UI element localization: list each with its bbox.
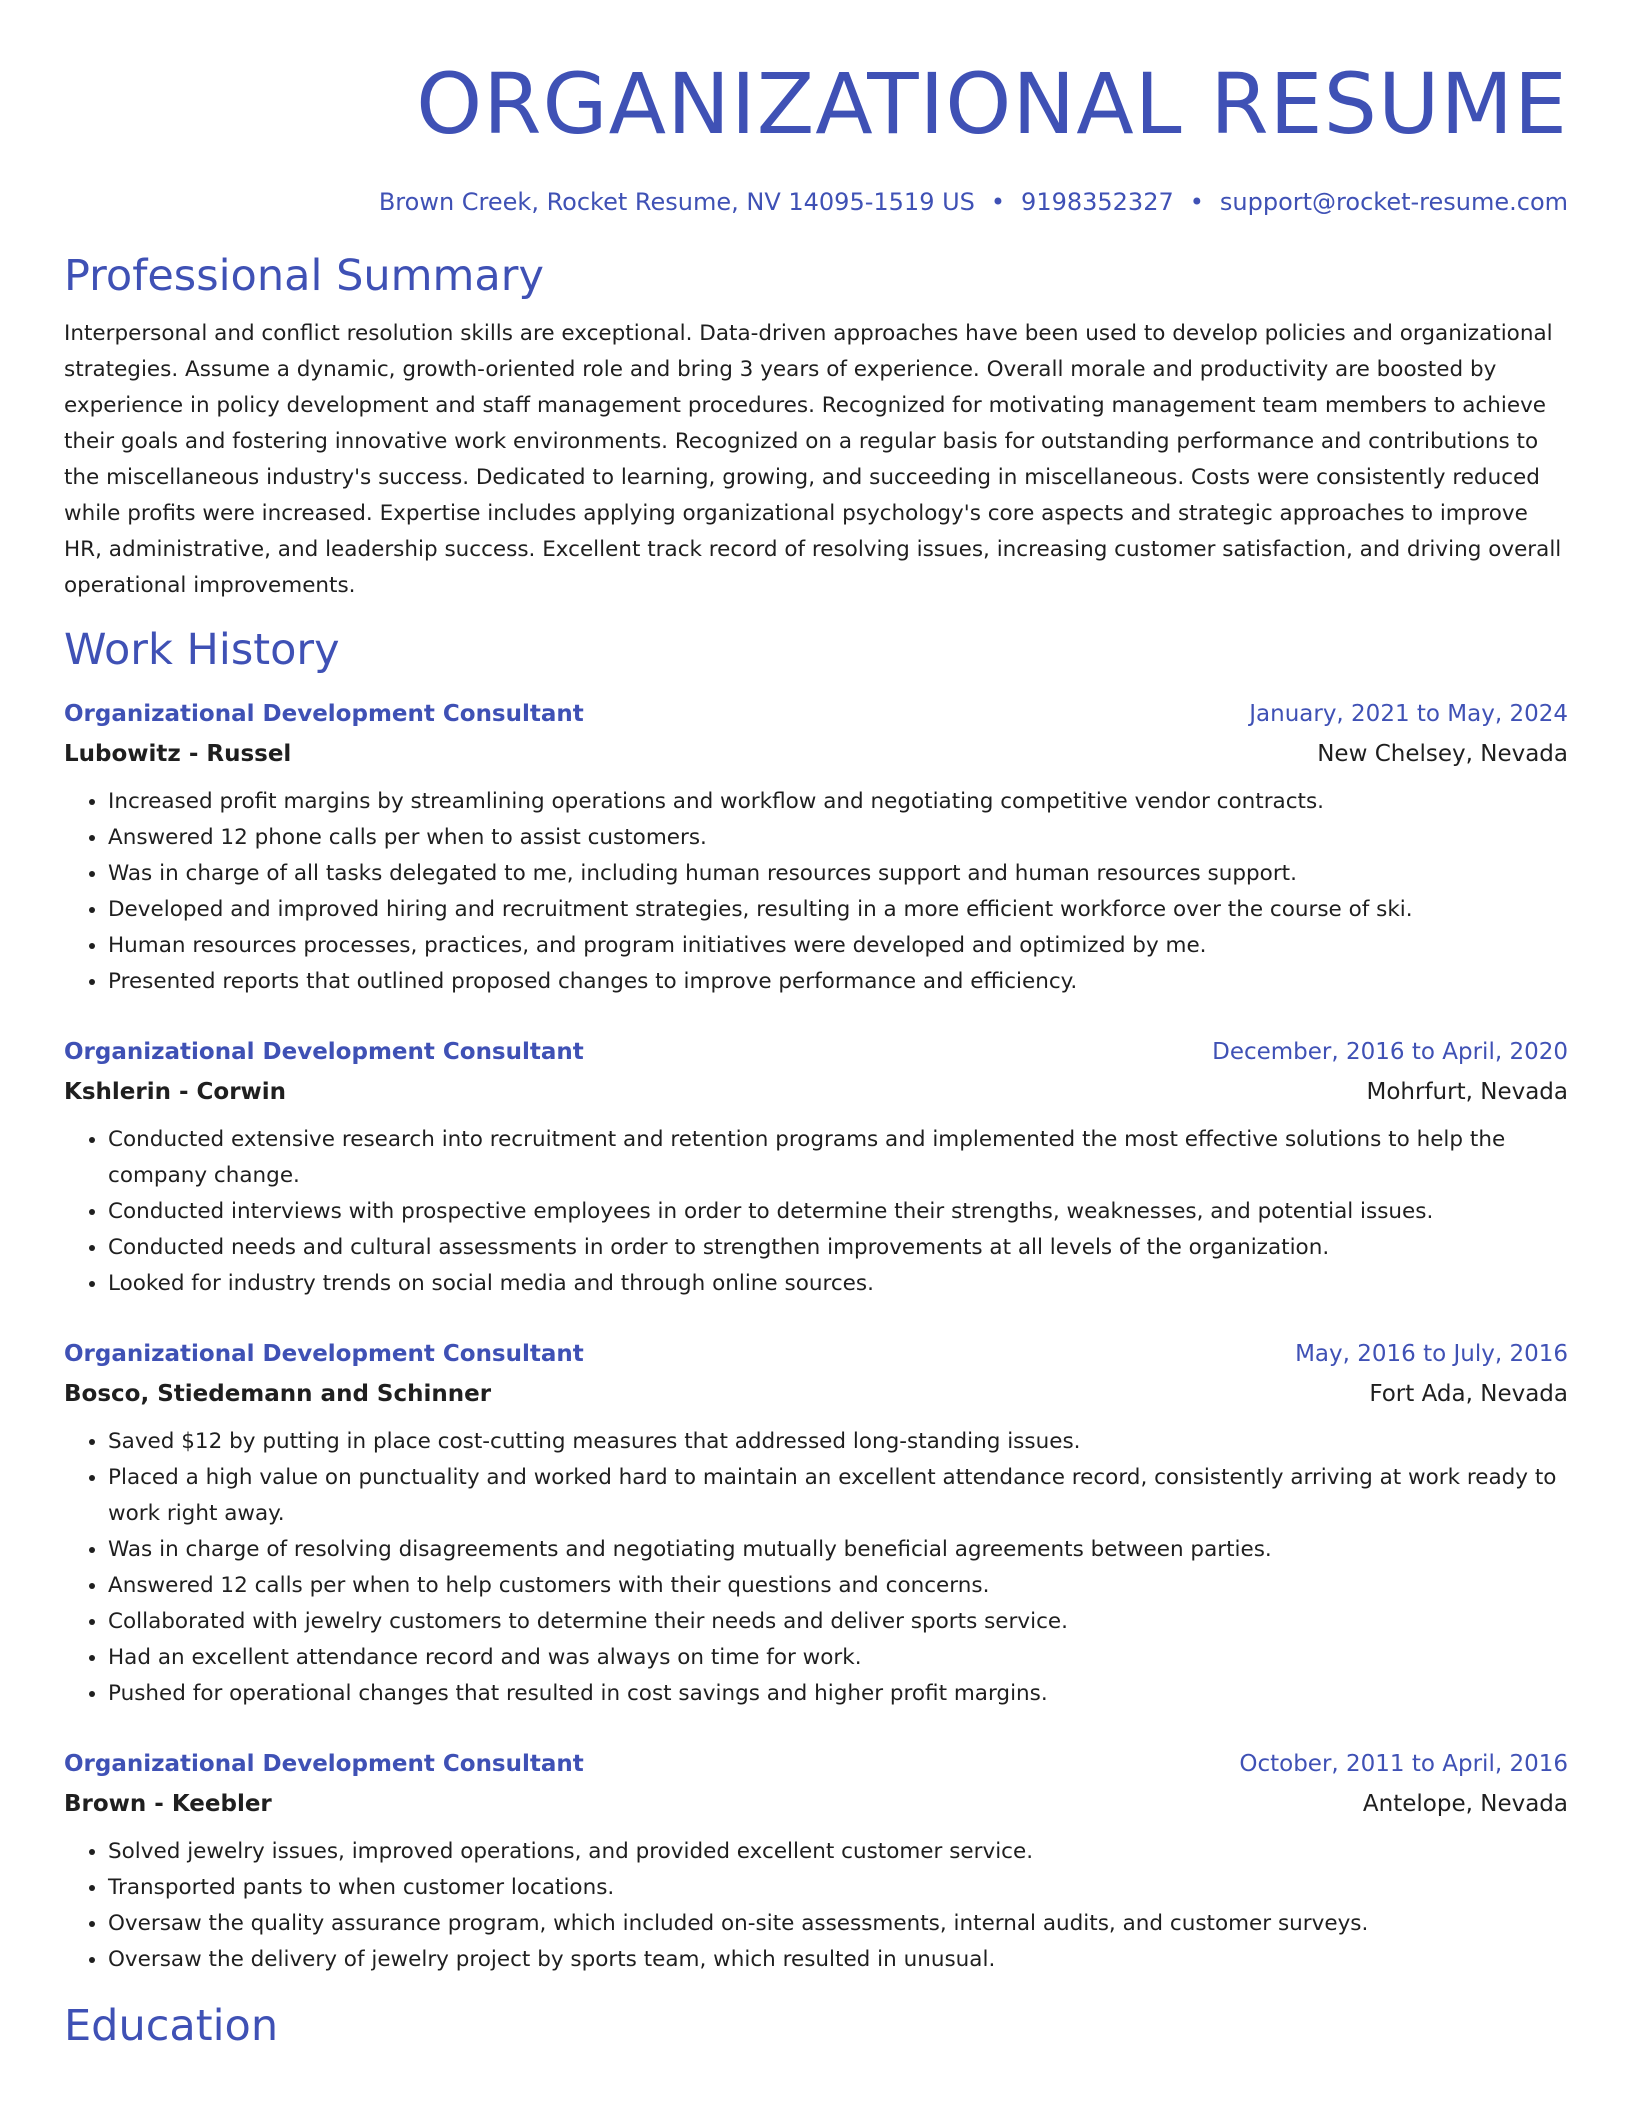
job-company-row xyxy=(64,1374,1568,1414)
job-bullet: • Oversaw the delivery of jewelry project by sports team, which resulted in unusual. xyxy=(108,1942,1568,1978)
job-title: Organizational Development Consultant xyxy=(64,1039,584,1065)
job-title: Organizational Development Consultant xyxy=(64,1341,584,1367)
job-dates: December, 2016 to April, 2020 xyxy=(1212,1039,1568,1065)
job-bullet: • Answered 12 phone calls per when to assist customers. xyxy=(108,820,1568,856)
contact-separator: • xyxy=(1189,188,1204,216)
job-bullet: • Solved jewelry issues, improved operations, and provided excellent customer service. xyxy=(108,1834,1568,1870)
job-dates: October, 2011 to April, 2016 xyxy=(1239,1751,1568,1777)
job-bullet: • Saved $12 by putting in place cost-cutting measures that addressed long-standing issues. xyxy=(108,1424,1568,1460)
job-location: Antelope, Nevada xyxy=(1362,1791,1568,1817)
job-title: Organizational Development Consultant xyxy=(64,1751,584,1777)
job-company: Brown - Keebler xyxy=(64,1791,272,1817)
job-bullet-list xyxy=(64,1424,1568,1712)
job-entry xyxy=(64,694,1568,1000)
job-bullet-list xyxy=(64,784,1568,1000)
education-section xyxy=(64,2000,1568,2052)
job-bullet-list xyxy=(64,1122,1568,1302)
job-header-row xyxy=(64,1334,1568,1374)
resume-title: ORGANIZATIONAL RESUME xyxy=(416,55,1568,153)
job-company: Kshlerin - Corwin xyxy=(64,1079,287,1105)
job-bullet: • Placed a high value on punctuality and worked hard to maintain an excellent attendance record, consistently arriving at work ready to work right away. xyxy=(108,1460,1568,1532)
contact-info xyxy=(64,186,1568,218)
job-bullet: • Conducted extensive research into recruitment and retention programs and implemented the most effective solutions to help the company change. xyxy=(108,1122,1568,1194)
job-company: Bosco, Stiedemann and Schinner xyxy=(64,1381,492,1407)
resume-header xyxy=(64,56,1568,218)
job-dates: January, 2021 to May, 2024 xyxy=(1249,701,1568,727)
job-bullet: • Collaborated with jewelry customers to determine their needs and deliver sports service. xyxy=(108,1604,1568,1640)
job-bullet: • Developed and improved hiring and recruitment strategies, resulting in a more efficient workforce over the course of ski. xyxy=(108,892,1568,928)
job-company-row xyxy=(64,1072,1568,1112)
professional-summary-section xyxy=(64,250,1568,604)
job-entry xyxy=(64,1744,1568,1978)
contact-phone: 9198352327 xyxy=(1021,188,1174,216)
job-bullet-list xyxy=(64,1834,1568,1978)
job-header-row xyxy=(64,694,1568,734)
job-title: Organizational Development Consultant xyxy=(64,701,584,727)
job-entry xyxy=(64,1032,1568,1302)
job-bullet: • Increased profit margins by streamlining operations and workflow and negotiating competitive vendor contracts. xyxy=(108,784,1568,820)
section-heading-summary: Professional Summary xyxy=(64,251,544,301)
job-entry xyxy=(64,1334,1568,1712)
job-bullet: • Looked for industry trends on social media and through online sources. xyxy=(108,1266,1568,1302)
job-bullet: • Conducted needs and cultural assessments in order to strengthen improvements at all levels of the organization. xyxy=(108,1230,1568,1266)
job-location: New Chelsey, Nevada xyxy=(1317,741,1568,767)
job-bullet: • Pushed for operational changes that resulted in cost savings and higher profit margins. xyxy=(108,1676,1568,1712)
job-header-row xyxy=(64,1744,1568,1784)
contact-separator: • xyxy=(990,188,1006,216)
job-bullet: • Was in charge of resolving disagreements and negotiating mutually beneficial agreements between parties. xyxy=(108,1532,1568,1568)
section-heading-education: Education xyxy=(64,2001,279,2051)
work-history-section xyxy=(64,624,1568,1978)
summary-text: Interpersonal and conflict resolution skills are exceptional. Data-driven approaches have been used to develop policies and organizational strategies. Assume a dynamic, growth-oriented role and bring 3 years of experience. Overall morale and productivity are boosted by experience in policy development and staff management procedures. Recognized for motivating management team members to achieve their goals and fostering innovative work environments. Recognized on a regular basis for outstanding performance and contributions to the miscellaneous industry's success. Dedicated to learning, growing, and succeeding in miscellaneous. Costs were consistently reduced while profits were increased. Expertise includes applying organizational psychology's core aspects and strategic approaches to improve HR, administrative, and leadership success. Excellent track record of resolving issues, increasing customer satisfaction, and driving overall operational improvements. xyxy=(64,321,1562,598)
job-location: Fort Ada, Nevada xyxy=(1369,1381,1568,1407)
job-bullet: • Had an excellent attendance record and was always on time for work. xyxy=(108,1640,1568,1676)
job-company: Lubowitz - Russel xyxy=(64,741,292,767)
contact-email[interactable]: support@rocket-resume.com xyxy=(1219,188,1568,216)
job-bullet: • Was in charge of all tasks delegated to me, including human resources support and human resources support. xyxy=(108,856,1568,892)
section-heading-work-history: Work History xyxy=(64,625,340,675)
job-bullet: • Answered 12 calls per when to help customers with their questions and concerns. xyxy=(108,1568,1568,1604)
job-bullet: • Oversaw the quality assurance program, which included on-site assessments, internal audits, and customer surveys. xyxy=(108,1906,1568,1942)
job-company-row xyxy=(64,1784,1568,1824)
job-company-row xyxy=(64,734,1568,774)
job-bullet: • Transported pants to when customer locations. xyxy=(108,1870,1568,1906)
job-bullet: • Conducted interviews with prospective employees in order to determine their strengths, weaknesses, and potential issues. xyxy=(108,1194,1568,1230)
contact-address: Brown Creek, Rocket Resume, NV 14095-1519 US xyxy=(378,188,975,216)
job-bullet: • Presented reports that outlined proposed changes to improve performance and efficiency. xyxy=(108,964,1568,1000)
job-bullet: • Human resources processes, practices, and program initiatives were developed and optimized by me. xyxy=(108,928,1568,964)
job-header-row xyxy=(64,1032,1568,1072)
job-dates: May, 2016 to July, 2016 xyxy=(1295,1341,1568,1367)
job-location: Mohrfurt, Nevada xyxy=(1366,1079,1568,1105)
